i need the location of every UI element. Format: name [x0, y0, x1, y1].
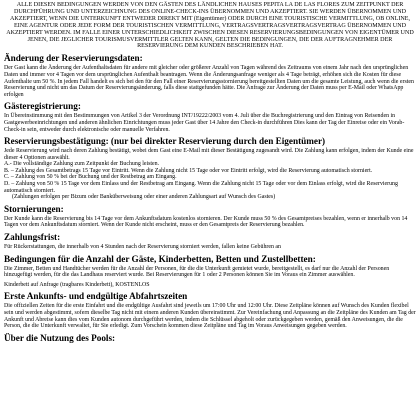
payment-option: C. – Zahlung von 50 % bei der Buchung und der Restbetrag am Eingang.: [4, 174, 177, 181]
text-stornierungen: Der Kunde kann die Reservierung bis 14 Tage vor dem Ankunftsdatum kostenlos stornieren. Der Kunde muss 50 % des Gesamtpreises bezahlen, wenn er innerhalb von 14 Tagen vor dem Ankunftsdatum storniert. Wenn der Kunde nicht erscheint, muss er den Gesamtpreis der Reservierung bezahlen.: [4, 215, 408, 229]
text-kinderbett: Kinderbett auf Anfrage (tragbares Kinderbett), KOSTENLOS: [4, 281, 150, 288]
heading-pool: Über die Nutzung des Pools:: [4, 332, 116, 343]
heading-stornierungen: Stornierungen:: [4, 203, 64, 214]
payment-option: D. – Zahlung von 50 % 15 Tage vor dem Einlass und der Restbetrag am Eingang. Wenn die Zahlung nicht 15 Tage oder vor dem Einlass erfolgt, wird die Reservierung automatisch storniert.: [4, 181, 398, 194]
heading-zahlungsfrist: Zahlungsfrist:: [4, 232, 61, 243]
text-ankunft: Die offiziellen Zeiten für die erste Einfahrt und die endgültige Ausfahrt sind jeweils um 17:00 Uhr und 12:00 Uhr. Diese Zeitpläne können auf Wunsch des Kunden flexibel sein und werden abgestimmt, sofern dieselbe Tag nicht mit einem anderen Kunden übereinstimmt. Zur Vereinfachung und Anpassung an die Zeitpläne des Kunden am Tag der Ankunft und Abreise kann dies vom Kunden autonom durchgeführt werden, indem die Schlüssel abgeholt oder zurückgegeben werden, gemäß den Anweisungen, die die Person, die die Unterkunft verwaltet, für Sie erledigt. Zum Vorschein kommen diese Zeitpläne und Tag im Voraus Anweisungen gegeben werden.: [4, 303, 416, 330]
payment-options-list: [4, 161, 416, 201]
payment-option: B. – Zahlung des Gesamtbetrags 15 Tage vor Eintritt. Wenn die Zahlung nicht 15 Tage oder vor Eintritt erfolgt, wird die Reservierung automatisch storniert.: [4, 167, 373, 174]
heading-bedingungen: Bedingungen für die Anzahl der Gäste, Kinderbetten, Betten und Zustellbetten:: [4, 253, 316, 264]
heading-gaeste: Gästeregistrierung:: [4, 101, 81, 112]
text-zahlungsfrist: Für Rückerstattungen, die innerhalb von 4 Stunden nach der Reservierung storniert werden, fallen keine Gebühren an: [4, 244, 281, 251]
heading-ankunft: Erste Ankunfts- und endgültige Abfahrtszeiten: [4, 291, 188, 302]
payment-option: A.- Die vollständige Zahlung zum Zeitpunkt der Buchung leisten.: [4, 161, 160, 168]
heading-bestaetigung: Reservierungsbestätigung: (nur bei direkter Reservierung durch den Eigentümer): [4, 136, 326, 147]
text-gaeste: In Übereinstimmung mit den Bestimmungen von Artikel 3 der Verordnung INT/19222/2003 vom 4. Juli über die Buchregistrierung und den Eintrag von Reisenden in Gastgewerbeeinrichtungen und anderen ähnlichen Einrichtungen muss jeder Gast über 14 Jahre den Check-in durchführen Dies kann der Tag der Einreise oder ein Vorab-Check-in sein, entweder durch elektronische oder manuelle Verfahren.: [4, 113, 405, 133]
text-aenderung: Der Gast kann die Änderung der Aufenthaltsdaten für andere mit gleicher oder größerer Anzahl von Tagen während des Zeitraums von einem Jahr nach den ursprünglichen Daten und immer vor 4 Tagen vor dem ursprünglichen Aufenthalt beantragen. Wenn die Änderungsanfrage weniger als 4 Tage beträgt, erhöhen sich die Kosten für diese Aufenthalte um 50 %. In jedem Fall handelt es sich bei den für den Fall einer Reservierungsstornierung bereitgestellten Daten um die gesamte Leistung, auch wenn die ersten Reservierung und nicht um das Datum der Reservierungsänderung, falls diese stattgefunden hätte. Die Anfrage zur Änderung der Daten muss per E-Mail oder WhatsApp erfolgen: [4, 65, 414, 98]
intro-notice: ALLE DIESEN BEDINGUNGEN WERDEN VON DEN GÄSTEN DES LÄNDLICHEN HAUSES PEPITA LA DE LAS FLORES ZUM ZEITPUNKT DER DURCHFÜHRUNG UND UNTERZEICHNUNG DES ONLINE-CHECK-INS ÜBERNOMMEN UND AKZEPTIERT. SIE WERDEN ÜBERNOMMEN UND AKZEPTIERT, WENN DIE UNTERKUNFT ENTWEDER DIREKT MIT (Eigentümer) ODER DURCH EINE TOURISTISCHE VERMITTLUNG, OB ONLINE, EINE AGENTUR ODER JEDE FORM DER TOURISTISCHEN VERMITTLUNG, VERTRAGSVERTRAGSVERTRAGSVERTRAG ÜBERNOMMEN UND AKZEPTIERT WERDEN. IM FALLE EINER UNTERSCHIEDLICHKEIT ZWISCHEN DIESEN RESERVIERUNGSBEDINGUNGEN VON EIGENTÜMER UND JENEN, DIE JEGLICHER TOURISMUSVERMITTLER GELTEN KANN, GELTEN DIE BEDINGUNGEN, DIE DER AUFTRAGNEHMER DER RESERVIERUNG DEM KUNDEN BESCHRIEBEN HAT.: [6, 2, 414, 50]
text-bestaetigung: Jede Reservierung wird nach deren Zahlung bestätigt, wobei dem Gast eine E-Mail mit dieser Bestätigung zugesandt wird. Die Zahlung kann erfolgen, indem der Kunde eine dieser 4 Optionen auswählt.: [4, 148, 414, 161]
heading-aenderung: Änderung der Reservierungsdaten:: [4, 53, 143, 64]
text-bedingungen: Die Zimmer, Betten und Handtücher werden für die Anzahl der Personen, für die die Unterkunft gemietet wurde, bereitgestellt, es darf nur die Anzahl der Personen hinzugefügt werden, für die das Landhaus reserviert wurde. Bei Reservierungen für 1 oder 2 Personen können Sie im Voraus ein Zimmer auswählen.: [4, 265, 390, 279]
payment-note: (Zahlungen erfolgen per Bizum oder Banküberweisung oder einer anderen Zahlungsart auf Wunsch des Gastes): [12, 194, 276, 201]
